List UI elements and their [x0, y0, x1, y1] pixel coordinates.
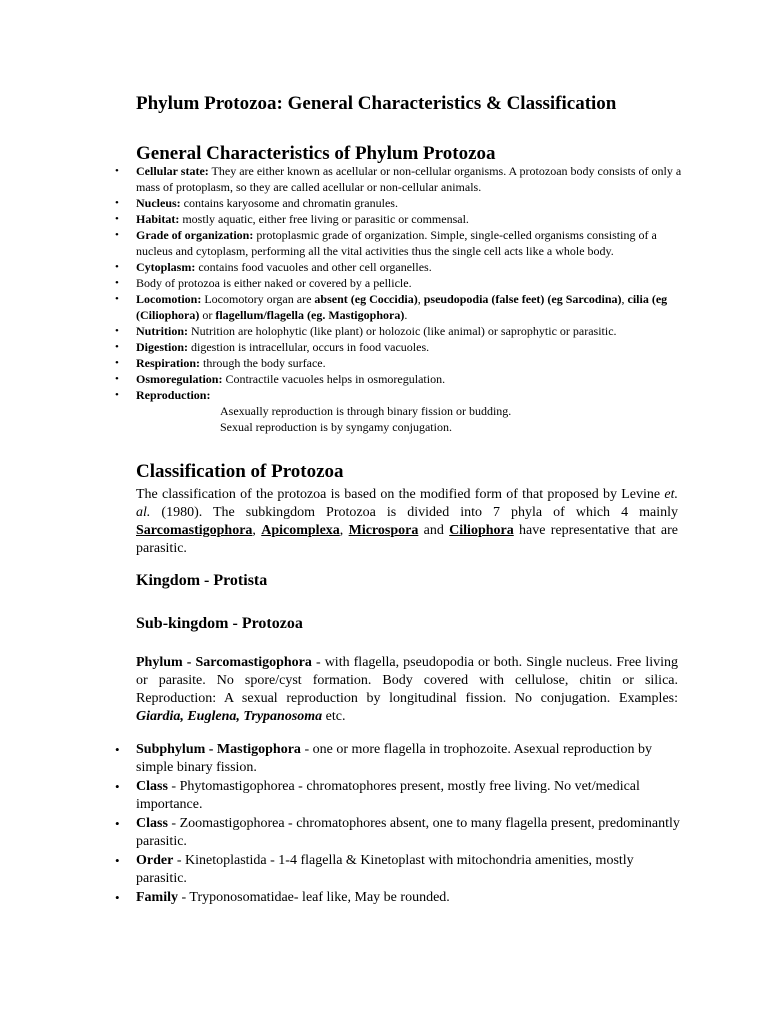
- intro-etal: et. al.: [136, 487, 678, 520]
- item-text: through the body surface.: [200, 356, 326, 370]
- bullet-icon: •: [115, 779, 120, 794]
- item-label: Family: [136, 890, 178, 905]
- examples: Giardia, Euglena, Trypanosoma: [136, 709, 323, 724]
- item-label: Cytoplasm:: [136, 260, 196, 274]
- list-item: [112, 339, 692, 355]
- classification-list: [112, 741, 680, 908]
- list-item: [112, 195, 692, 211]
- item-label: Subphylum - Mastigophora: [136, 742, 301, 757]
- item-label: Cellular state:: [136, 164, 209, 178]
- bullet-icon: •: [115, 165, 119, 177]
- item-text: mostly aquatic, either free living or parasitic or commensal.: [179, 212, 469, 226]
- locomotion-pseudopodia: pseudopodia (false feet) (eg Sarcodina): [423, 292, 622, 306]
- item-text: Locomotory organ are: [201, 292, 315, 306]
- classification-heading: Classification of Protozoa: [136, 461, 344, 482]
- general-characteristics-heading: General Characteristics of Phylum Protozoa: [136, 143, 496, 164]
- item-text: ,: [417, 292, 424, 306]
- item-text: They are either known as acellular or non-cellular organisms. A protozoan body consists of only a mass of protoplasm, so they are called acellular or non-cellular animals.: [136, 164, 682, 194]
- item-label: Class: [136, 816, 168, 831]
- locomotion-cilia: cilia (eg (Ciliophora): [136, 292, 668, 322]
- phylum-text: - with flagella, pseudopodia or both. Single nucleus. Free living or parasite. No spore/cyst formation. Body covered with cellulose, chitin or silica. Reproduction: A sexual reproduction by longitudinal fission. No conjugation. Examples:: [136, 655, 678, 706]
- item-label: Nutrition:: [136, 324, 188, 338]
- list-item: [112, 163, 692, 195]
- item-text: - Phytomastigophorea - chromatophores present, mostly free living. No vet/medical importance.: [136, 779, 640, 812]
- bullet-icon: •: [115, 890, 120, 905]
- list-item: [112, 211, 692, 227]
- list-item: [112, 852, 680, 888]
- phylum-description: [136, 654, 678, 726]
- list-item: [112, 259, 692, 275]
- phylum-name: Sarcomastigophora: [136, 523, 253, 538]
- intro-text: (1980). The subkingdom Protozoa is divided into 7 phyla of which 4 mainly: [150, 505, 678, 520]
- item-text: ,: [621, 292, 628, 306]
- general-characteristics-list: [112, 163, 692, 435]
- list-item: [112, 323, 692, 339]
- document-title: Phylum Protozoa: General Characteristics & Classification: [136, 93, 617, 114]
- phylum-label: Phylum - Sarcomastigophora: [136, 655, 312, 670]
- list-item: [112, 741, 680, 777]
- item-label: Order: [136, 853, 174, 868]
- item-text: - Kinetoplastida - 1-4 flagella & Kinetoplast with mitochondria amenities, mostly parasitic.: [136, 853, 634, 886]
- bullet-icon: •: [115, 229, 119, 241]
- intro-text: The classification of the protozoa is based on the modified form of that proposed by Levine: [136, 487, 665, 502]
- separator: and: [418, 523, 450, 538]
- list-item: [112, 889, 680, 907]
- item-text: Nutrition are holophytic (like plant) or holozoic (like animal) or saprophytic or parasitic.: [188, 324, 617, 338]
- list-item: [112, 275, 692, 291]
- item-label: Digestion:: [136, 340, 188, 354]
- bullet-icon: •: [115, 816, 120, 831]
- bullet-icon: •: [115, 389, 119, 401]
- list-item: [112, 815, 680, 851]
- item-label: Class: [136, 779, 168, 794]
- phylum-name: Microspora: [348, 523, 419, 538]
- subkingdom-heading: Sub-kingdom - Protozoa: [136, 615, 303, 632]
- item-label: Habitat:: [136, 212, 180, 226]
- phylum-name: Ciliophora: [449, 523, 514, 538]
- bullet-icon: •: [115, 293, 119, 305]
- classification-intro: [136, 486, 678, 558]
- kingdom-heading: Kingdom - Protista: [136, 572, 268, 589]
- list-item: [112, 371, 692, 387]
- bullet-icon: •: [115, 357, 119, 369]
- separator: ,: [339, 523, 349, 538]
- item-text: Contractile vacuoles helps in osmoregulation.: [222, 372, 446, 386]
- bullet-icon: •: [115, 742, 120, 757]
- locomotion-flagella: flagellum/flagella (eg. Mastigophora): [215, 308, 405, 322]
- item-label: Reproduction:: [136, 388, 211, 402]
- item-text: - one or more flagella in trophozoite. Asexual reproduction by simple binary fission.: [136, 742, 652, 775]
- bullet-icon: •: [115, 213, 119, 225]
- item-text: .: [404, 308, 408, 322]
- item-text: - Tryponosomatidae- leaf like, May be rounded.: [178, 890, 450, 905]
- item-label: Grade of organization:: [136, 228, 254, 242]
- item-label: Respiration:: [136, 356, 200, 370]
- item-label: Locomotion:: [136, 292, 202, 306]
- phylum-name: Apicomplexa: [261, 523, 340, 538]
- bullet-icon: •: [115, 853, 120, 868]
- bullet-icon: •: [115, 373, 119, 385]
- bullet-icon: •: [115, 277, 119, 289]
- item-text: or: [199, 308, 216, 322]
- item-text: - Zoomastigophorea - chromatophores absent, one to many flagella present, predominantly parasitic.: [136, 816, 680, 849]
- locomotion-absent: absent (eg Coccidia): [314, 292, 418, 306]
- bullet-icon: •: [115, 197, 119, 209]
- reproduction-line: Sexual reproduction is by syngamy conjugation.: [220, 420, 452, 434]
- bullet-icon: •: [115, 341, 119, 353]
- list-item: [112, 227, 692, 259]
- reproduction-line: Asexually reproduction is through binary fission or budding.: [220, 404, 512, 418]
- item-text: contains karyosome and chromatin granules.: [180, 196, 398, 210]
- bullet-icon: •: [115, 261, 119, 273]
- item-text: digestion is intracellular, occurs in food vacuoles.: [188, 340, 430, 354]
- list-item: [112, 387, 692, 403]
- item-text: protoplasmic grade of organization. Simple, single-celled organisms consisting of a nucleus and cytoplasm, performing all the vital activities thus the single cell acts like a whole body.: [136, 228, 657, 258]
- separator: ,: [252, 523, 262, 538]
- list-item-locomotion: [112, 291, 692, 323]
- examples-tail: etc.: [322, 709, 346, 724]
- list-item: [112, 778, 680, 814]
- intro-text: have representative that are parasitic.: [136, 523, 678, 556]
- item-label: Osmoregulation:: [136, 372, 223, 386]
- list-item: [112, 355, 692, 371]
- item-label: Nucleus:: [136, 196, 181, 210]
- item-text: Body of protozoa is either naked or covered by a pellicle.: [136, 276, 412, 290]
- bullet-icon: •: [115, 325, 119, 337]
- item-text: contains food vacuoles and other cell organelles.: [195, 260, 432, 274]
